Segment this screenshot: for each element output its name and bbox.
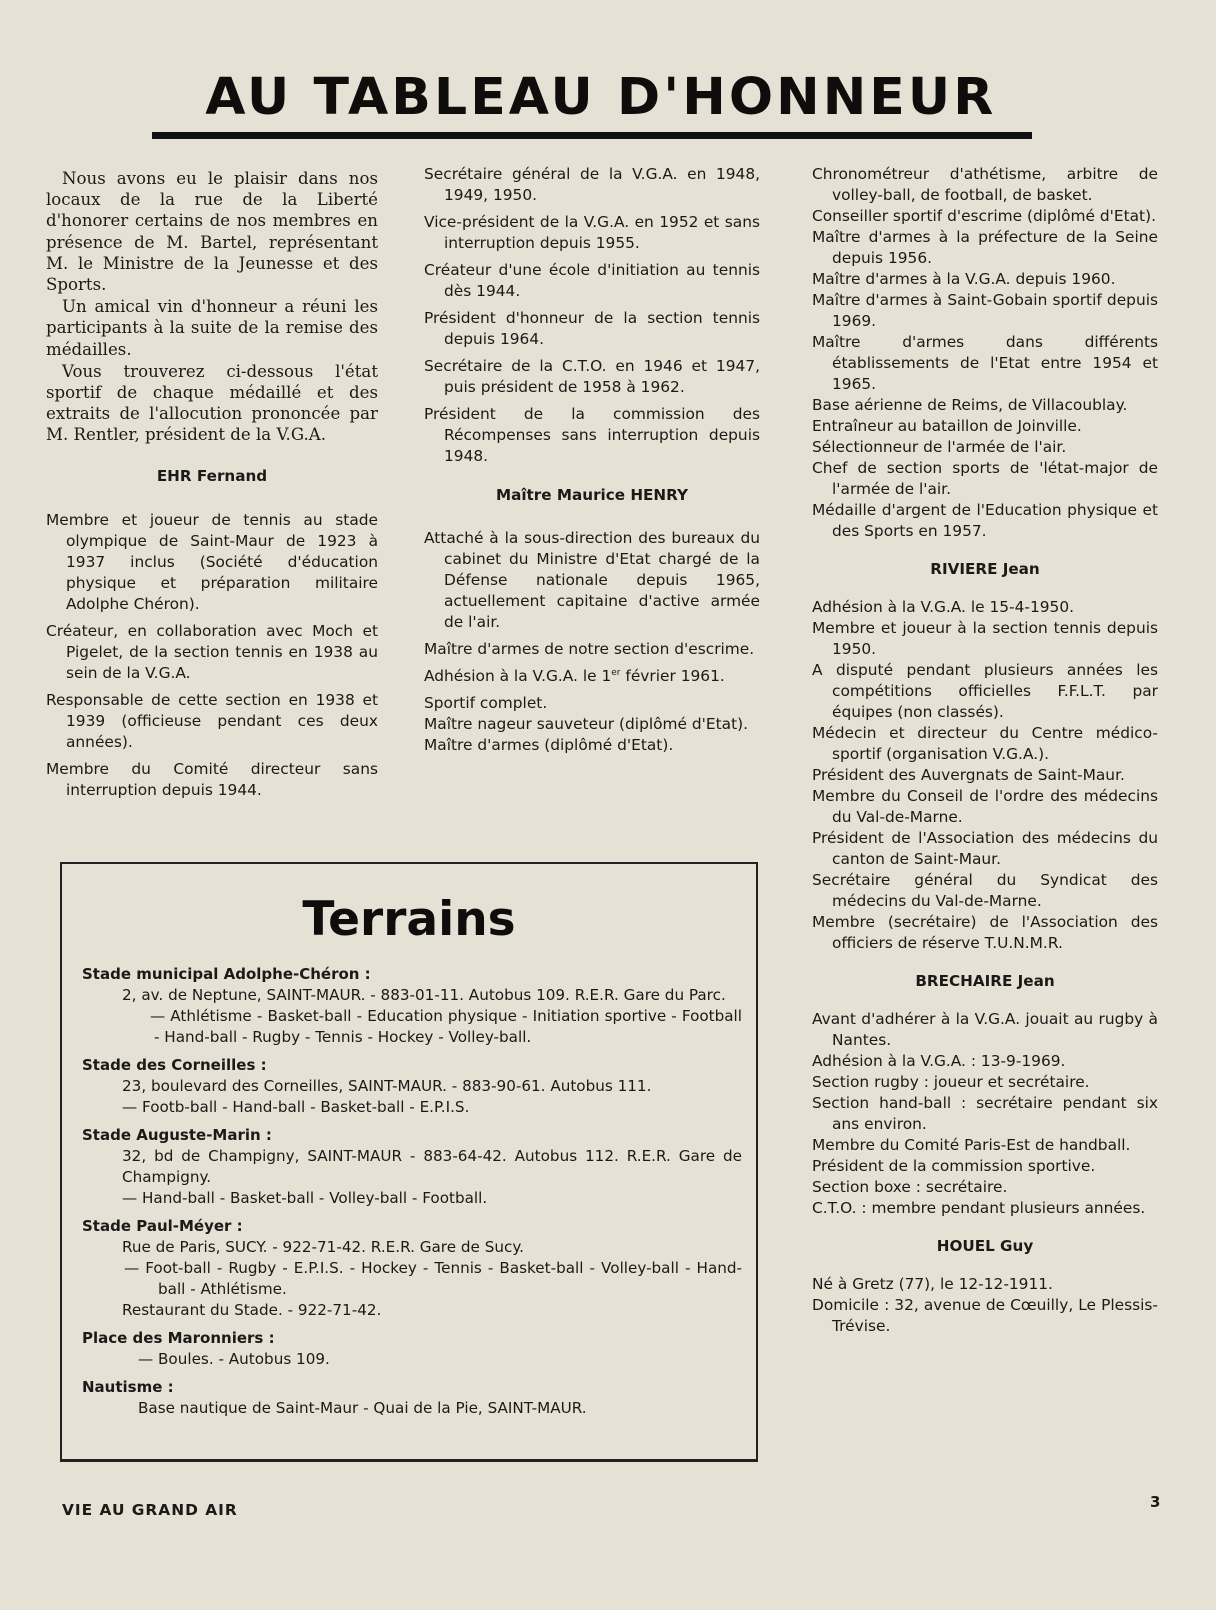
intro-paragraph: Un amical vin d'honneur a réuni les participants à la suite de la remise des médailles. — [46, 297, 378, 359]
record-entry: Chronométreur d'athétisme, arbitre de volley-ball, de football, de basket. — [812, 165, 1158, 204]
ordinal-suffix: er — [611, 667, 621, 678]
venue-extra: Restaurant du Stade. - 922-71-42. — [122, 1301, 382, 1319]
venue — [82, 1125, 742, 1209]
record-entry: Médecin et directeur du Centre médico-sportif (organisation V.G.A.). — [812, 724, 1158, 763]
record-entry: Membre du Comité Paris-Est de handball. — [812, 1136, 1131, 1154]
record-entry: Maître d'armes à la préfecture de la Seine depuis 1956. — [812, 228, 1158, 267]
venue-address: 23, boulevard des Corneilles, SAINT-MAUR. - 883-90-61. Autobus 111. — [122, 1077, 652, 1095]
record-entry: Sportif complet. — [424, 694, 548, 712]
column-1 — [46, 168, 378, 807]
venue-name: Place des Maronniers : — [82, 1329, 275, 1347]
record-entry: Chef de section sports de 'létat-major de l'armée de l'air. — [812, 459, 1158, 498]
record-entry: Section boxe : secrétaire. — [812, 1178, 1008, 1196]
venue-address: 2, av. de Neptune, SAINT-MAUR. - 883-01-11. Autobus 109. R.E.R. Gare du Parc. — [122, 986, 726, 1004]
venue-name: Stade Paul-Méyer : — [82, 1217, 243, 1235]
page-number: 3 — [1150, 1493, 1161, 1511]
venue — [82, 964, 742, 1048]
record-entry: C.T.O. : membre pendant plusieurs années. — [812, 1199, 1146, 1217]
venue-sports: — Athlétisme - Basket-ball - Education physique - Initiation sportive - Football - Hand-ball - Rugby - Tennis - Hockey - Volley-ball. — [150, 1007, 742, 1046]
medalist-name: EHR Fernand — [156, 466, 268, 485]
record-entry: Domicile : 32, avenue de Cœuilly, Le Plessis-Trévise. — [812, 1296, 1158, 1335]
column-2 — [424, 164, 760, 756]
record-entry: Membre et joueur à la section tennis depuis 1950. — [812, 619, 1158, 658]
venue — [82, 1216, 742, 1321]
record-entry: Président d'honneur de la section tennis depuis 1964. — [424, 309, 760, 348]
record-entry: Vice-président de la V.G.A. en 1952 et sans interruption depuis 1955. — [424, 213, 760, 252]
publication-name: VIE AU GRAND AIR — [62, 1501, 238, 1519]
record-text: février 1961. — [625, 667, 725, 685]
record-entry: Base aérienne de Reims, de Villacoublay. — [812, 396, 1128, 414]
record-entry: Section rugby : joueur et secrétaire. — [812, 1073, 1090, 1091]
record-entry: Créateur, en collaboration avec Moch et Pigelet, de la section tennis en 1938 au sein de la V.G.A. — [46, 621, 378, 682]
record-entry: Maître d'armes dans différents établissements de l'Etat entre 1954 et 1965. — [812, 333, 1158, 393]
terrains-title: Terrains — [302, 892, 516, 947]
record-entry: Sélectionneur de l'armée de l'air. — [812, 438, 1067, 456]
venue-address: Rue de Paris, SUCY. - 922-71-42. R.E.R. Gare de Sucy. — [122, 1238, 524, 1256]
record-entry: Responsable de cette section en 1938 et 1939 (officieuse pendant ces deux années). — [46, 690, 378, 751]
record-entry: Maître d'armes (diplômé d'Etat). — [424, 736, 674, 754]
record-entry: Médaille d'argent de l'Education physique et des Sports en 1957. — [812, 501, 1158, 540]
record-text: Adhésion à la V.G.A. le — [424, 667, 597, 685]
medalist-name: BRECHAIRE Jean — [915, 972, 1055, 990]
record-entry: Membre (secrétaire) de l'Association des officiers de réserve T.U.N.M.R. — [812, 913, 1158, 952]
record-entry: Créateur d'une école d'initiation au tennis dès 1944. — [424, 261, 760, 300]
medalist-name: Maître Maurice HENRY — [495, 486, 689, 504]
venue-name: Nautisme : — [82, 1378, 174, 1396]
record-entry: Président de la commission sportive. — [812, 1157, 1096, 1175]
page-title: AU TABLEAU D'HONNEUR — [205, 68, 997, 127]
record-entry: Conseiller sportif d'escrime (diplômé d'Etat). — [812, 207, 1156, 225]
venue-sports: — Hand-ball - Basket-ball - Volley-ball - Football. — [122, 1189, 488, 1207]
intro-paragraph: Nous avons eu le plaisir dans nos locaux de la rue de la Liberté d'honorer certains de nos membres en présence de M. Bartel, représentant M. le Ministre de la Jeunesse et des Sports. — [46, 169, 378, 295]
record-entry: Secrétaire général de la V.G.A. en 1948, 1949, 1950. — [424, 165, 760, 204]
record-entry: Membre du Conseil de l'ordre des médecins du Val-de-Marne. — [812, 787, 1158, 826]
venue — [82, 1328, 742, 1370]
record-entry: Adhésion à la V.G.A. le 15-4-1950. — [812, 598, 1075, 616]
venue-sports: — Boules. - Autobus 109. — [138, 1350, 330, 1368]
record-entry: Secrétaire général du Syndicat des médecins du Val-de-Marne. — [812, 871, 1158, 910]
venue — [82, 1377, 742, 1419]
record-entry: Section hand-ball : secrétaire pendant six ans environ. — [812, 1094, 1158, 1133]
record-entry: Président de la commission des Récompenses sans interruption depuis 1948. — [424, 405, 760, 465]
venue-list — [82, 964, 742, 1426]
record-entry: Membre du Comité directeur sans interruption depuis 1944. — [46, 759, 378, 799]
venue-sports: — Foot-ball - Rugby - E.P.I.S. - Hockey - Tennis - Basket-ball - Volley-ball - Hand-ball - Athlétisme. — [124, 1259, 742, 1298]
record-entry: Président des Auvergnats de Saint-Maur. — [812, 766, 1125, 784]
record-entry: Attaché à la sous-direction des bureaux du cabinet du Ministre d'Etat chargé de la Défense nationale depuis 1965, actuellement capitaine d'active armée de l'air. — [424, 529, 760, 631]
venue-name: Stade municipal Adolphe-Chéron : — [82, 965, 371, 983]
record-entry: Président de l'Association des médecins du canton de Saint-Maur. — [812, 829, 1158, 868]
venue-name: Stade Auguste-Marin : — [82, 1126, 272, 1144]
record-entry: Entraîneur au bataillon de Joinville. — [812, 417, 1082, 435]
medalist-name: RIVIERE Jean — [930, 560, 1040, 578]
record-entry: Né à Gretz (77), le 12-12-1911. — [812, 1275, 1053, 1293]
record-entry: Maître d'armes de notre section d'escrime. — [424, 640, 755, 658]
medalist-name: HOUEL Guy — [936, 1237, 1034, 1255]
terrains-box — [60, 862, 758, 1462]
record-entry: Maître d'armes à Saint-Gobain sportif depuis 1969. — [812, 291, 1158, 330]
venue-address: Base nautique de Saint-Maur - Quai de la Pie, SAINT-MAUR. — [138, 1399, 587, 1417]
venue-sports: — Footb-ball - Hand-ball - Basket-ball - E.P.I.S. — [122, 1098, 470, 1116]
record-entry: Membre et joueur de tennis au stade olympique de Saint-Maur de 1923 à 1937 inclus (Société d'éducation physique et préparation militaire Adolphe Chéron). — [46, 510, 378, 613]
column-3 — [812, 164, 1158, 1337]
record-entry: Adhésion à la V.G.A. : 13-9-1969. — [812, 1052, 1066, 1070]
venue-address: 32, bd de Champigny, SAINT-MAUR - 883-64-42. Autobus 112. R.E.R. Gare de Champigny. — [122, 1147, 742, 1186]
intro-paragraph: Vous trouverez ci-dessous l'état sportif de chaque médaillé et des extraits de l'allocution prononcée par M. Rentler, président de la V.G.A. — [46, 361, 378, 445]
record-entry: A disputé pendant plusieurs années les compétitions officielles F.F.L.T. par équipes (non classés). — [812, 661, 1158, 721]
record-entry: Avant d'adhérer à la V.G.A. jouait au rugby à Nantes. — [812, 1010, 1158, 1049]
record-entry: Maître d'armes à la V.G.A. depuis 1960. — [812, 270, 1116, 288]
record-entry: Secrétaire de la C.T.O. en 1946 et 1947, puis président de 1958 à 1962. — [424, 357, 760, 396]
venue — [82, 1055, 742, 1118]
record-entry: Adhésion à la V.G.A. le 1er février 1961. — [424, 667, 725, 685]
venue-name: Stade des Corneilles : — [82, 1056, 267, 1074]
record-entry: Maître nageur sauveteur (diplômé d'Etat). — [424, 715, 749, 733]
title-rule — [152, 132, 1032, 139]
